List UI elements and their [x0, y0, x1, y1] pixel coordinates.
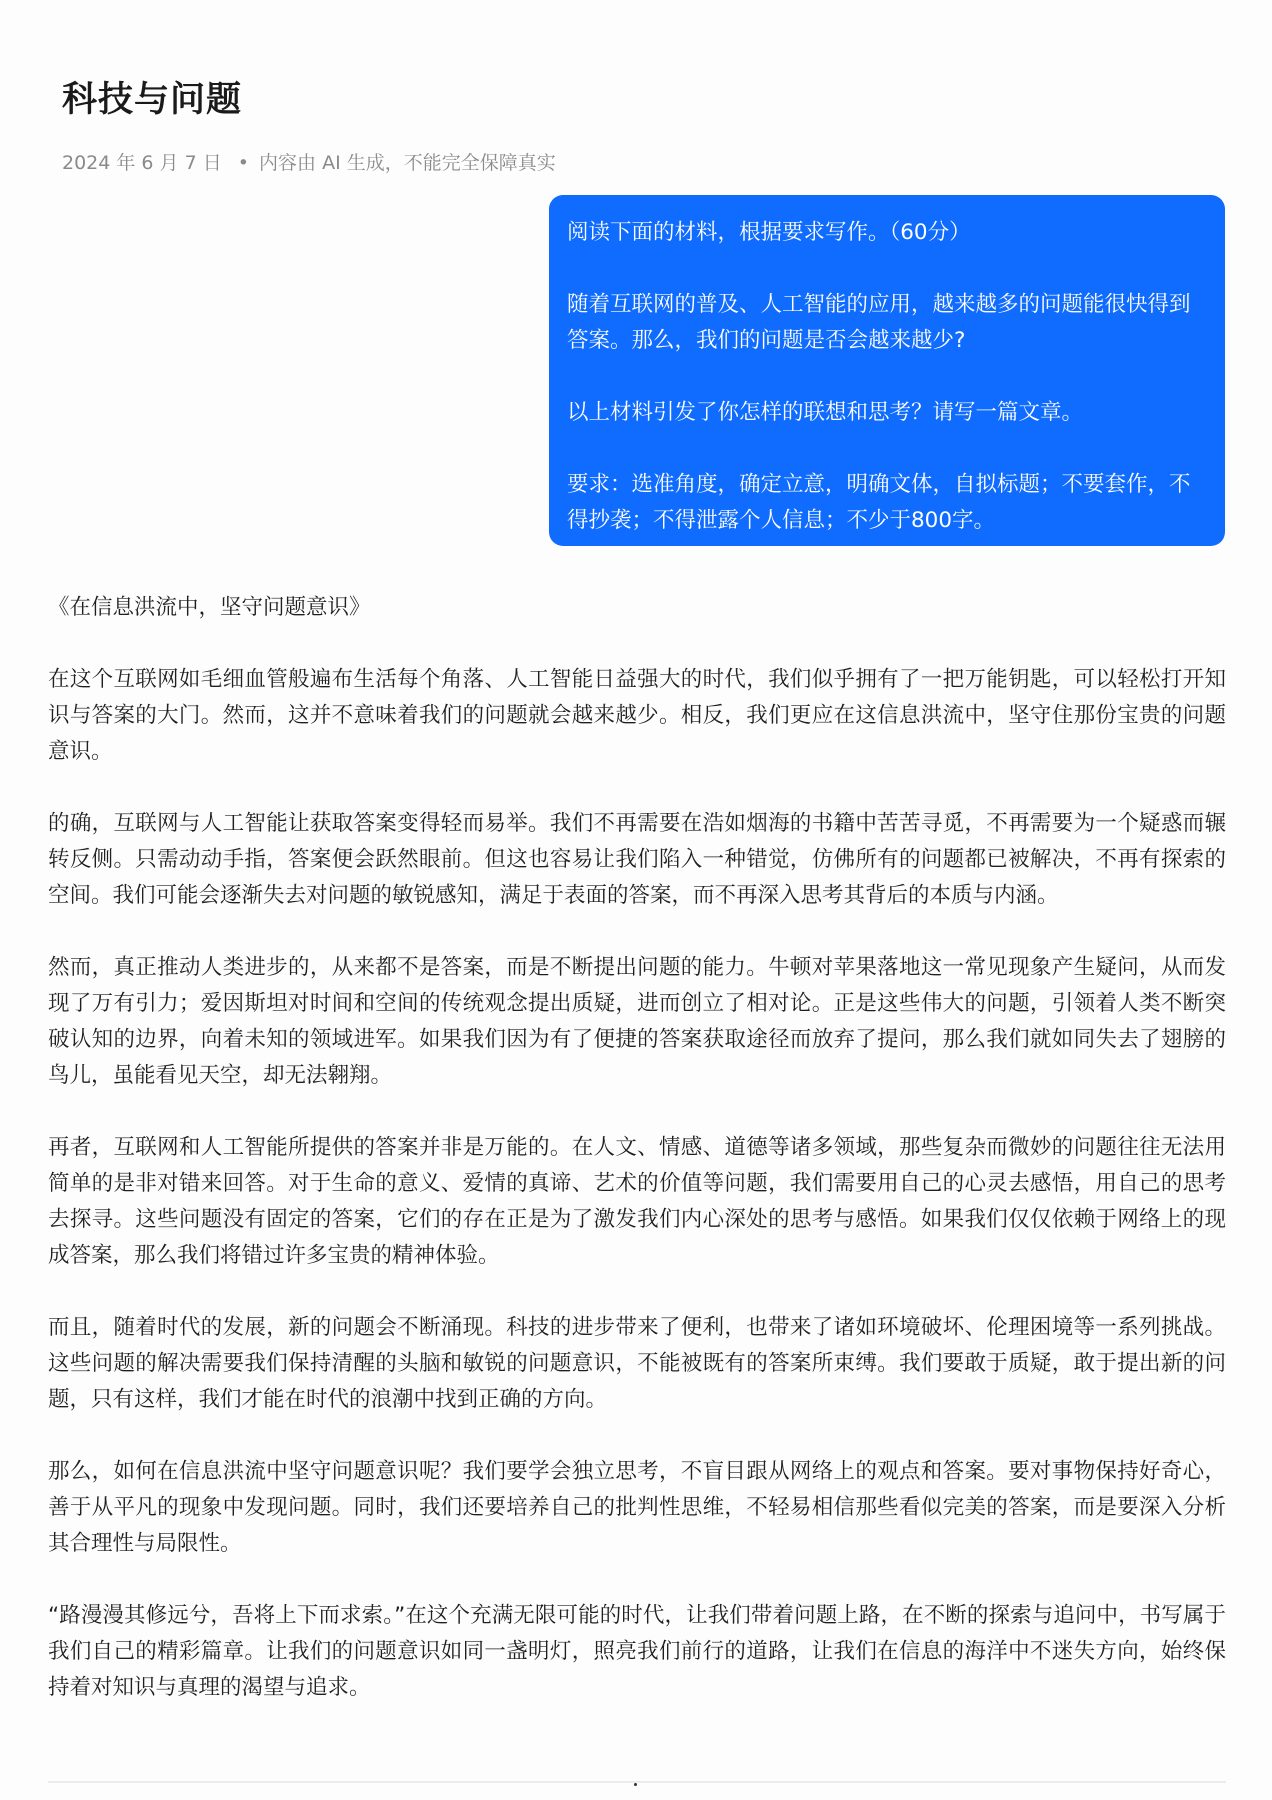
essay-title: 《在信息洪流中，坚守问题意识》	[48, 595, 371, 620]
answer-paragraph: 再者，互联网和人工智能所提供的答案并非是万能的。在人文、情感、道德等诸多领域，那些复杂而微妙的问题往往无法用简单的是非对错来回答。对于生命的意义、爱情的真谛、艺术的价值等问题，我们需要用自己的心灵去感悟，用自己的思考去探寻。这些问题没有固定的答案，它们的存在正是为了激发我们内心深处的思考与感悟。如果我们仅仅依赖于网络上的现成答案，那么我们将错过许多宝贵的精神体验。	[48, 1135, 1226, 1268]
separator-dot: •	[237, 152, 249, 174]
answer-paragraph: 在这个互联网如毛细血管般遍布生活每个角落、人工智能日益强大的时代，我们似乎拥有了一把万能钥匙，可以轻松打开知识与答案的大门。然而，这并不意味着我们的问题就会越来越少。相反，我们更应在这信息洪流中，坚守住那份宝贵的问题意识。	[48, 667, 1226, 764]
answer-paragraph: 然而，真正推动人类进步的，从来都不是答案，而是不断提出问题的能力。牛顿对苹果落地这一常见现象产生疑问，从而发现了万有引力；爱因斯坦对时间和空间的传统观念提出质疑，进而创立了相对论。正是这些伟大的问题，引领着人类不断突破认知的边界，向着未知的领域进军。如果我们因为有了便捷的答案获取途径而放弃了提问，那么我们就如同失去了翅膀的鸟儿，虽能看见天空，却无法翱翔。	[48, 955, 1226, 1088]
bottom-divider	[48, 1781, 1226, 1783]
prompt-paragraph: 阅读下面的材料，根据要求写作。（60分）	[567, 220, 971, 245]
bottom-dot	[634, 1783, 637, 1786]
answer-paragraph: “路漫漫其修远兮，吾将上下而求索。”在这个充满无限可能的时代，让我们带着问题上路，在不断的探索与追问中，书写属于我们自己的精彩篇章。让我们的问题意识如同一盏明灯，照亮我们前行的道路，让我们在信息的海洋中不迷失方向，始终保持着对知识与真理的渴望与追求。	[48, 1603, 1226, 1700]
answer-paragraph: 那么，如何在信息洪流中坚守问题意识呢？我们要学会独立思考，不盲目跟从网络上的观点和答案。要对事物保持好奇心，善于从平凡的现象中发现问题。同时，我们还要培养自己的批判性思维，不轻易相信那些看似完美的答案，而是要深入分析其合理性与局限性。	[48, 1459, 1226, 1556]
prompt-paragraph: 要求：选准角度，确定立意，明确文体，自拟标题；不要套作，不得抄袭；不得泄露个人信息；不少于800字。	[567, 472, 1191, 533]
ai-disclaimer: 内容由 AI 生成，不能完全保障真实	[259, 152, 556, 174]
answer-paragraph: 的确，互联网与人工智能让获取答案变得轻而易举。我们不再需要在浩如烟海的书籍中苦苦寻觅，不再需要为一个疑惑而辗转反侧。只需动动手指，答案便会跃然眼前。但这也容易让我们陷入一种错觉，仿佛所有的问题都已被解决，不再有探索的空间。我们可能会逐渐失去对问题的敏锐感知，满足于表面的答案，而不再深入思考其背后的本质与内涵。	[48, 811, 1226, 908]
user-message-bubble	[549, 195, 1225, 546]
page-title: 科技与问题	[62, 80, 243, 120]
date-text: 2024 年 6 月 7 日	[62, 152, 222, 174]
answer-paragraph: 而且，随着时代的发展，新的问题会不断涌现。科技的进步带来了便利，也带来了诸如环境破坏、伦理困境等一系列挑战。这些问题的解决需要我们保持清醒的头脑和敏锐的问题意识，不能被既有的答案所束缚。我们要敢于质疑，敢于提出新的问题，只有这样，我们才能在时代的浪潮中找到正确的方向。	[48, 1315, 1226, 1412]
prompt-paragraph: 以上材料引发了你怎样的联想和思考？请写一篇文章。	[567, 400, 1084, 425]
ai-answer	[48, 590, 1226, 1742]
meta-line	[62, 148, 556, 175]
prompt-paragraph: 随着互联网的普及、人工智能的应用，越来越多的问题能很快得到答案。那么，我们的问题是否会越来越少?	[567, 292, 1191, 353]
